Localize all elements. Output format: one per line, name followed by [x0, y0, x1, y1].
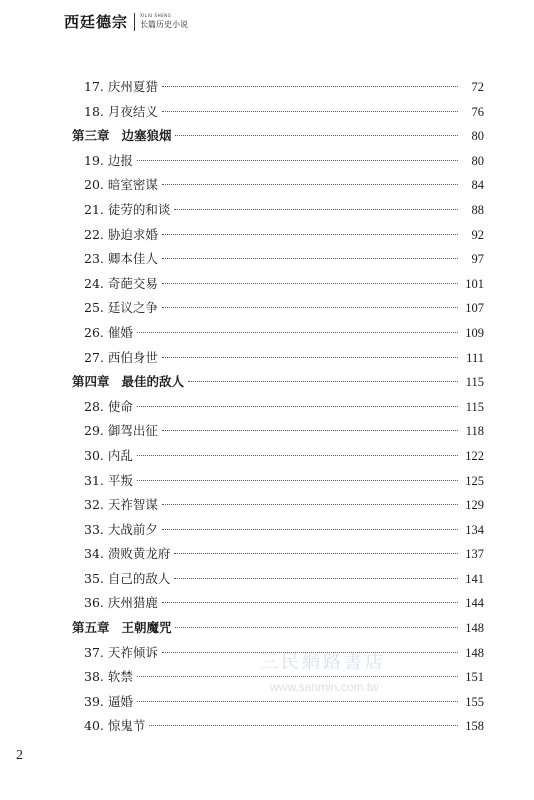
toc-entry-row [72, 249, 484, 274]
toc-title: 29. 御驾出征 [84, 423, 158, 439]
toc-title: 31. 平叛 [84, 472, 133, 488]
toc-title: 39. 逼婚 [84, 693, 133, 709]
chapter-title: 边塞狼烟 [121, 128, 172, 144]
toc-title: 36. 庆州猎鹿 [84, 595, 158, 611]
toc-page-number: 115 [465, 399, 484, 414]
dot-leader [174, 553, 458, 554]
toc-entry-row [72, 77, 484, 102]
toc-title: 40. 惊鬼节 [84, 718, 146, 734]
toc-entry-row [72, 569, 484, 594]
toc-title: 30. 内乱 [84, 447, 133, 463]
toc-entry-row [72, 667, 484, 692]
toc-entry-row [72, 471, 484, 496]
dot-leader [137, 406, 458, 407]
toc-entry-row [72, 348, 484, 373]
dot-leader [162, 283, 458, 284]
toc-title [72, 372, 184, 390]
toc-entry-row [72, 175, 484, 200]
dot-leader [137, 160, 458, 161]
dot-leader [162, 258, 458, 259]
toc-page-number: 144 [465, 596, 484, 611]
toc-page-number: 134 [465, 522, 484, 537]
dot-leader [162, 430, 458, 431]
dot-leader [137, 455, 458, 456]
watermark-text: 三民網路書店 [260, 652, 386, 673]
dot-leader [162, 111, 458, 112]
chapter-title: 王朝魔咒 [121, 620, 172, 636]
toc-page-number: 84 [471, 178, 484, 193]
toc-page-number: 141 [465, 571, 484, 586]
toc-page-number: 158 [465, 719, 484, 734]
toc-page-number: 125 [465, 473, 484, 488]
toc-title: 37. 天祚倾诉 [84, 644, 158, 660]
toc-title: 33. 大战前夕 [84, 521, 158, 537]
dot-leader [175, 627, 458, 628]
toc-entry-row [72, 397, 484, 422]
dot-leader [162, 86, 458, 87]
toc-title: 28. 使命 [84, 398, 133, 414]
toc-page-number: 122 [465, 448, 484, 463]
toc-entry-row [72, 643, 484, 668]
toc-title: 38. 软禁 [84, 669, 133, 685]
toc-entry-row [72, 446, 484, 471]
watermark-url: www.sanmin.com.tw [270, 680, 379, 694]
toc-page-number: 88 [471, 202, 484, 217]
toc-page-number: 155 [465, 694, 484, 709]
toc-title: 21. 徒劳的和谈 [84, 201, 171, 217]
chapter-number: 第五章 [72, 620, 110, 636]
toc-page-number: 115 [465, 375, 484, 390]
toc-title: 19. 边报 [84, 152, 133, 168]
toc-entry-row [72, 716, 484, 741]
dot-leader [175, 135, 458, 136]
dot-leader [174, 578, 458, 579]
toc-page-number: 111 [466, 350, 484, 365]
toc-page-number: 72 [471, 80, 484, 94]
toc-title [72, 618, 171, 636]
toc-title: 20. 暗室密谋 [84, 177, 158, 193]
toc-title: 26. 催婚 [84, 324, 133, 340]
page-number: 2 [16, 748, 23, 763]
book-logo: 西廷德宗 [64, 13, 135, 31]
toc-chapter-row [72, 126, 484, 151]
dot-leader [162, 184, 458, 185]
toc-entry-row [72, 102, 484, 127]
chapter-number: 第三章 [72, 128, 110, 144]
dot-leader [137, 676, 458, 677]
toc-title: 23. 卿本佳人 [84, 251, 158, 267]
dot-leader [137, 332, 458, 333]
dot-leader [162, 357, 458, 358]
toc-page-number: 151 [465, 670, 484, 685]
toc-page-number: 148 [465, 621, 484, 636]
toc-chapter-row [72, 618, 484, 643]
toc-entry-row [72, 544, 484, 569]
toc-page-number: 92 [471, 227, 484, 242]
toc-page-number: 137 [465, 547, 484, 562]
toc-entry-row [72, 421, 484, 446]
toc-title: 34. 溃败黄龙府 [84, 546, 171, 562]
series-label-en: XILIU SHENG [140, 13, 172, 18]
toc-title: 27. 西伯身世 [84, 349, 158, 365]
running-header [64, 13, 188, 31]
toc-entry-row [72, 200, 484, 225]
toc-entry-row [72, 151, 484, 176]
dot-leader [137, 701, 458, 702]
dot-leader [149, 725, 458, 726]
toc-entry-row [72, 692, 484, 717]
dot-leader [188, 381, 458, 382]
toc-title [72, 126, 171, 144]
toc-chapter-row [72, 372, 484, 397]
dot-leader [162, 529, 458, 530]
toc-page-number: 76 [471, 104, 484, 119]
toc-entry-row [72, 298, 484, 323]
dot-leader [162, 652, 458, 653]
toc-page-number: 97 [471, 252, 484, 267]
toc-title: 24. 奇葩交易 [84, 275, 158, 291]
toc-entry-row [72, 593, 484, 618]
series-label-cn: 长篇历史小说 [140, 20, 189, 29]
toc-entry-row [72, 495, 484, 520]
dot-leader [174, 209, 458, 210]
toc-title: 22. 胁迫求婚 [84, 226, 158, 242]
toc-title: 17. 庆州夏猎 [84, 79, 158, 94]
series-label [135, 13, 188, 30]
toc-page-number: 109 [465, 325, 484, 340]
chapter-number: 第四章 [72, 374, 110, 390]
toc-title: 25. 廷议之争 [84, 300, 158, 316]
toc-entry-row [72, 323, 484, 348]
toc-entry-row [72, 274, 484, 299]
dot-leader [162, 504, 458, 505]
table-of-contents [72, 77, 484, 741]
toc-page-number: 129 [465, 498, 484, 513]
toc-entry-row [72, 520, 484, 545]
toc-page-number: 148 [465, 645, 484, 660]
toc-entry-row [72, 225, 484, 250]
toc-page-number: 101 [465, 276, 484, 291]
toc-title: 18. 月夜结义 [84, 103, 158, 119]
dot-leader [162, 602, 458, 603]
toc-page-number: 80 [471, 153, 484, 168]
toc-page-number: 107 [465, 301, 484, 316]
chapter-title: 最佳的敌人 [121, 374, 184, 390]
dot-leader [137, 480, 458, 481]
toc-title: 32. 天祚智谋 [84, 497, 158, 513]
toc-title: 35. 自己的敌人 [84, 570, 171, 586]
toc-page-number: 118 [465, 424, 484, 439]
dot-leader [162, 234, 458, 235]
dot-leader [162, 307, 458, 308]
toc-page-number: 80 [471, 129, 484, 144]
